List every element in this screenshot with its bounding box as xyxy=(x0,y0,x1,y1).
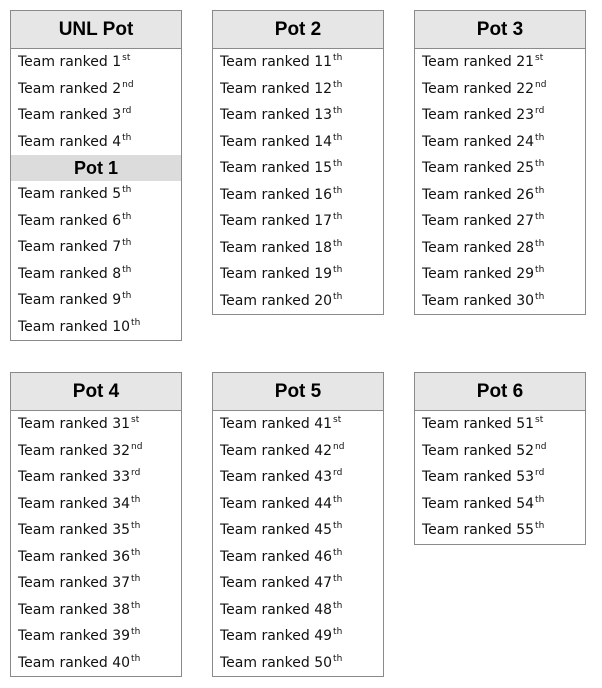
list-item: Team ranked 47th xyxy=(220,574,343,591)
pot-5 xyxy=(212,372,384,677)
pot-4 xyxy=(10,372,182,677)
list-item: Team ranked 4th xyxy=(18,132,132,150)
list-item: Team ranked 16th xyxy=(220,185,343,203)
list-item: Team ranked 33rd xyxy=(18,468,141,485)
list-item: Team ranked 24th xyxy=(422,132,545,150)
list-item: Team ranked 30th xyxy=(422,291,545,309)
pot-unl xyxy=(10,10,182,341)
list-item: Team ranked 44th xyxy=(220,494,343,512)
pot-title: UNL Pot xyxy=(11,11,181,49)
list-item: Team ranked 8th xyxy=(18,264,132,282)
list-item: Team ranked 13th xyxy=(220,106,343,123)
list-item: Team ranked 7th xyxy=(18,238,132,255)
list-item: Team ranked 9th xyxy=(18,291,132,308)
list-item: Team ranked 11th xyxy=(220,53,343,70)
list-item: Team ranked 20th xyxy=(220,291,343,309)
list-item: Team ranked 43rd xyxy=(220,468,343,485)
list-item: Team ranked 17th xyxy=(220,212,343,229)
list-item: Team ranked 32nd xyxy=(18,441,143,459)
list-item: Team ranked 31st xyxy=(18,415,140,432)
list-item: Team ranked 52nd xyxy=(422,441,547,459)
pot-title: Pot 5 xyxy=(213,373,383,411)
list-item: Team ranked 18th xyxy=(220,238,343,256)
list-item: Team ranked 50th xyxy=(220,653,343,671)
list-item: Team ranked 15th xyxy=(220,159,343,176)
pot-title: Pot 3 xyxy=(415,11,585,49)
list-item: Team ranked 1st xyxy=(18,53,131,70)
pot-3 xyxy=(414,10,586,315)
list-item: Team ranked 28th xyxy=(422,238,545,256)
list-item: Team ranked 45th xyxy=(220,521,343,538)
list-item: Team ranked 35th xyxy=(18,521,141,538)
list-item: Team ranked 10th xyxy=(18,317,141,335)
list-item: Team ranked 38th xyxy=(18,600,141,618)
list-item: Team ranked 23rd xyxy=(422,106,545,123)
list-item: Team ranked 36th xyxy=(18,547,141,565)
list-item: Team ranked 53rd xyxy=(422,468,545,485)
list-item: Team ranked 49th xyxy=(220,627,343,644)
list-item: Team ranked 26th xyxy=(422,185,545,203)
list-item: Team ranked 54th xyxy=(422,494,545,512)
list-item: Team ranked 22nd xyxy=(422,79,547,97)
list-item: Team ranked 55th xyxy=(422,521,545,538)
list-item: Team ranked 29th xyxy=(422,265,545,282)
list-item: Team ranked 21st xyxy=(422,53,544,70)
list-item: Team ranked 5th xyxy=(18,185,132,202)
pot-6 xyxy=(414,372,586,545)
pot-2 xyxy=(212,10,384,315)
list-item: Team ranked 42nd xyxy=(220,441,345,459)
list-item: Team ranked 46th xyxy=(220,547,343,565)
list-item: Team ranked 34th xyxy=(18,494,141,512)
list-item: Team ranked 6th xyxy=(18,211,132,229)
list-item: Team ranked 19th xyxy=(220,265,343,282)
list-item: Team ranked 12th xyxy=(220,79,343,97)
pot-title: Pot 2 xyxy=(213,11,383,49)
list-item: Team ranked 14th xyxy=(220,132,343,150)
pot-title: Pot 6 xyxy=(415,373,585,411)
list-item: Team ranked 37th xyxy=(18,574,141,591)
list-item: Team ranked 25th xyxy=(422,159,545,176)
list-item: Team ranked 40th xyxy=(18,653,141,671)
list-item: Team ranked 3rd xyxy=(18,106,132,123)
list-item: Team ranked 51st xyxy=(422,415,544,432)
list-item: Team ranked 48th xyxy=(220,600,343,618)
pot-subtitle: Pot 1 xyxy=(11,155,181,181)
list-item: Team ranked 39th xyxy=(18,627,141,644)
list-item: Team ranked 41st xyxy=(220,415,342,432)
list-item: Team ranked 27th xyxy=(422,212,545,229)
pot-title: Pot 4 xyxy=(11,373,181,411)
list-item: Team ranked 2nd xyxy=(18,79,134,97)
